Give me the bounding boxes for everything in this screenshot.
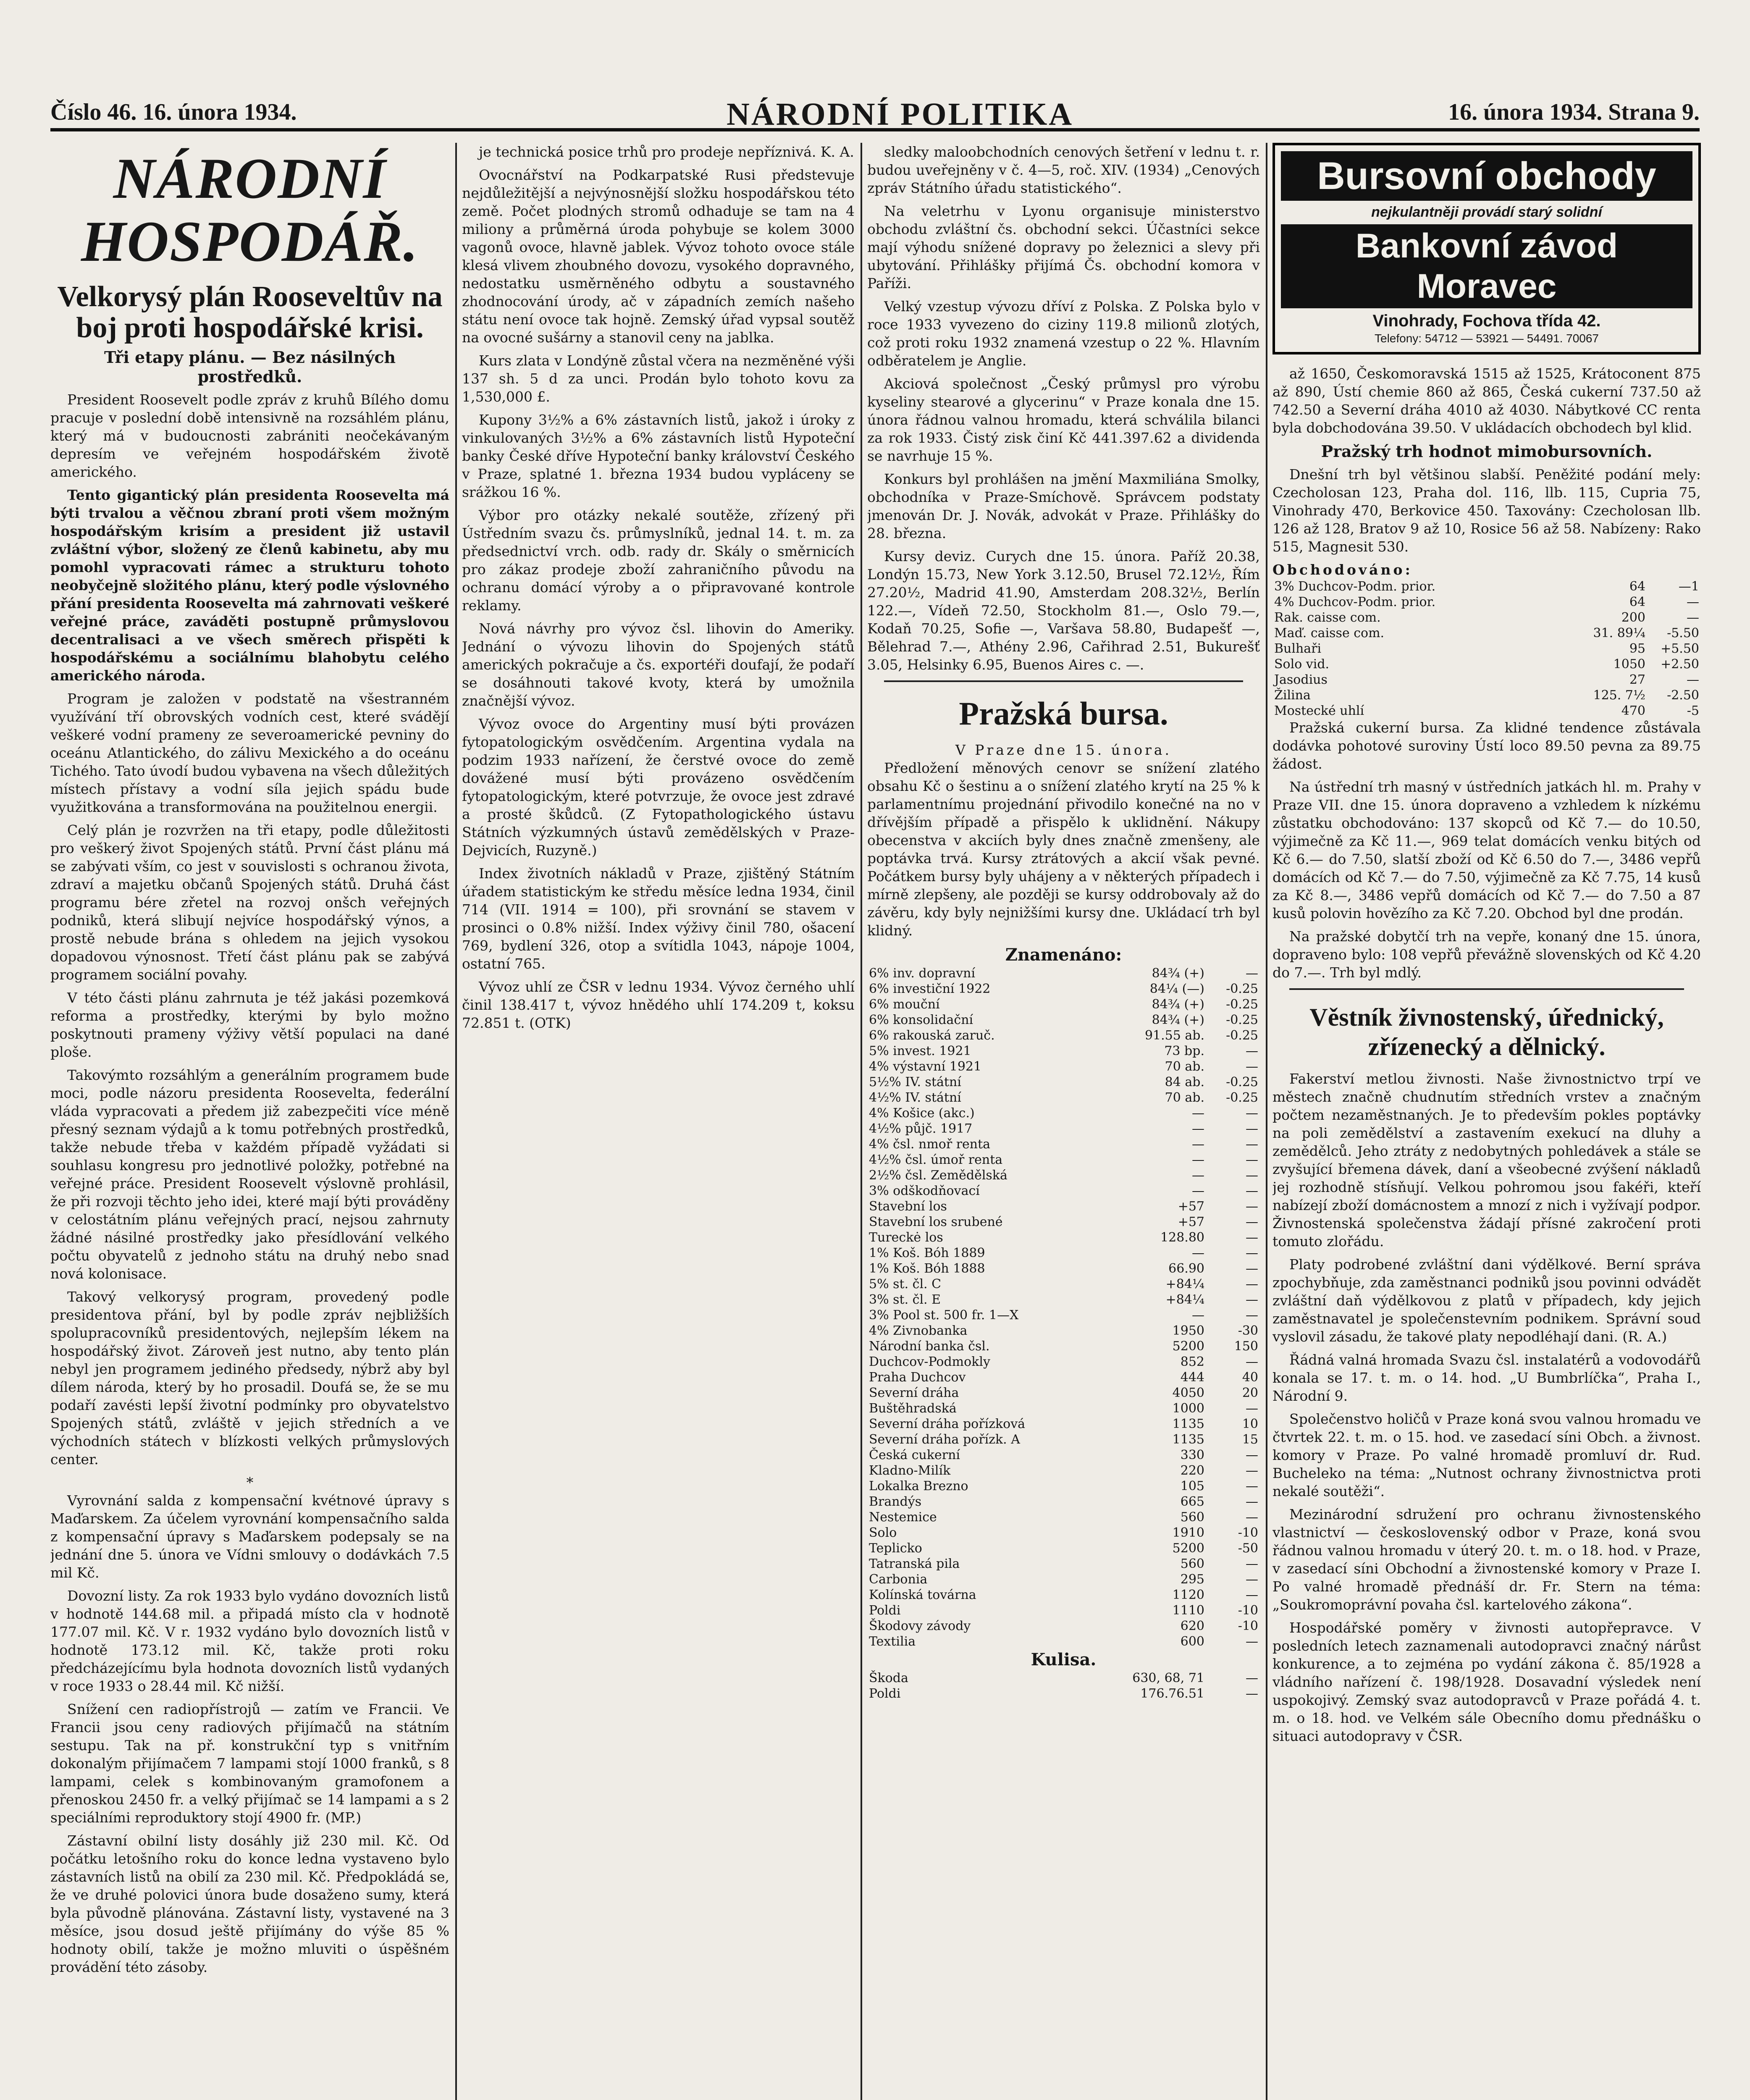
column-rule-3	[1266, 143, 1267, 2100]
news-item: Velký vzestup vývozu dříví z Polska. Z Polska bylo v roce 1933 vyvezeno do ciziny 119.8 milionů zlotých, což proti roku 1932 znamená vzestup o 22 %. Hlavním odběratelem je Anglie.	[867, 298, 1260, 369]
quote-value: 66.90	[1168, 1261, 1204, 1276]
quote-change: -0.25	[1226, 1075, 1258, 1089]
security-name: 2½% čsl. Zemědělská	[869, 1168, 1007, 1183]
quote-value: 200	[1621, 610, 1645, 625]
quote-change: 10	[1242, 1417, 1258, 1431]
quote-value: 84¾ (+)	[1152, 966, 1204, 981]
column-rule-2	[861, 143, 862, 2100]
main-subheadline: Tři etapy plánu. — Bez násilných prostředků.	[104, 348, 396, 386]
column-rule-1	[455, 143, 457, 2100]
security-name: 6% konsolidační	[869, 1013, 973, 1027]
security-name: 3% Duchcov-Podm. prior.	[1274, 579, 1436, 594]
table-row	[867, 1028, 1260, 1043]
quote-value: 95	[1629, 641, 1645, 656]
security-name: Carbonia	[869, 1572, 928, 1587]
table-row	[867, 1541, 1260, 1556]
table-row	[1272, 641, 1701, 656]
quote-change: —	[1246, 1401, 1258, 1416]
security-name: Nestemice	[869, 1510, 937, 1525]
quote-value: 560	[1180, 1557, 1204, 1571]
quote-change: +5.50	[1661, 641, 1699, 656]
news-item: Výbor pro otázky nekalé soutěže, zřízený při Ústředním svazu čs. průmyslníků, jednal 14. t. m. za předsednictví vrch. odb. rady dr. Skály o směrnicích pro zákaz prodeje zboží zahraničního původu na ochranu domácí výroby a o připravované kontrole reklamy.	[462, 507, 855, 614]
security-name: Mostecké uhlí	[1274, 704, 1364, 718]
quote-value: 330	[1180, 1448, 1204, 1462]
quote-value: —	[1192, 1137, 1204, 1152]
ad-tagline: nejkulantněji provádí starý solidní	[1371, 204, 1602, 220]
quote-value: 5200	[1172, 1339, 1204, 1354]
quote-change: -50	[1238, 1541, 1258, 1556]
article-paragraph: President Roosevelt podle zpráv z kruhů Bílého domu pracuje v poslední době intensivně na rozsáhlém plánu, který má v budoucnosti zabrániti neočekávaným depresím ve veřejném hospodářském životě amerického.	[50, 391, 449, 480]
article-paragraph: Celý plán je rozvržen na tři etapy, podle důležitosti pro veškerý život Spojených států. První část plánu má se zabývati vším, co jest v souvislosti s ochranou života, zdraví a majetku občanů Spojených států. Druhá část programu bére zřetel na rozvoj onšch veřejných podniků, která slibují nejvíce hospodářský výnos, a prostě nebude brána s ohledem na jejich vysokou dopadovou výnosnost. Třetí část plánu pak se zabývá programem sociální povahy.	[50, 822, 449, 983]
subsection-heading: Obchodováno:	[1272, 562, 1413, 578]
quote-value: 470	[1621, 704, 1645, 718]
quote-value: +84¼	[1165, 1292, 1204, 1307]
quote-value: 70 ab.	[1165, 1059, 1204, 1074]
kulisa-heading: Kulisa.	[1031, 1650, 1097, 1670]
quote-value: —	[1192, 1121, 1204, 1136]
table-row	[867, 1463, 1260, 1478]
ad-address: Vinohrady, Fochova třída 42.	[1372, 312, 1601, 330]
table-row	[867, 1152, 1260, 1168]
quote-change: —	[1687, 595, 1699, 609]
quote-value: 444	[1180, 1370, 1204, 1385]
column-2	[462, 143, 855, 2100]
table-row	[867, 1432, 1260, 1447]
quote-change: -10	[1238, 1619, 1258, 1633]
quote-change: -5	[1687, 704, 1699, 718]
table-row	[867, 1354, 1260, 1370]
table-row	[867, 1168, 1260, 1183]
table-row	[867, 981, 1260, 997]
security-name: 3% st. čl. E	[869, 1292, 941, 1307]
news-item: Ovocnářství na Podkarpatské Rusi předstevuje nejdůležitější a nejvýnosnější složku hospodářskou této země. Počet plodných stromů odhaduje se tam na 4 miliony a průměrná úroda pohybuje se kolem 3000 vagonů ovoce, hlavně jablek. Vývoz tohoto ovoce stále klesá vlivem zhoubného dovozu, vysokého dopravného, nedostatku usměrněného odbytu a soustavného zhodnocování úrody, ač v západních zemích našeho státu není ovoce tak hojně. Zemský úřad vypsal soutěž na ovocné sušárny a stanovil ceny na jablka.	[462, 167, 855, 346]
news-item: Dnešní trh byl většinou slabší. Peněžité podání mely: Czecholosan 123, Praha dol. 116, llb. 115, Cupria 75, Vinohrady 470, Berkovice 450. Taxovány: Czecholosan llb. 126 až 128, Bratov 9 až 10, Rosice 56 až 58. Nabízeny: Rako 515, Magnesit 530.	[1272, 466, 1701, 555]
article-paragraph: Tento gigantický plán presidenta Roosevelta má býti trvalou a věčnou zbraní proti všem možným hospodářským krisím a president již ustavil zvláštní výbor, složený ze členů kabinetu, aby mu pomohl vypracovati rámec a strukturu tohoto neobyčejně složitého plánu, který podle výslovného přání presidenta Roosevelta má zahrnovati veškeré veřejné práce, zaváděti postupně průmyslovou decentralisaci a ve všech směrech přispěti k hospodářskému a sociálnímu blahobytu celého amerického národa.	[50, 487, 449, 684]
table-row	[867, 997, 1260, 1012]
security-name: Lokalka Brezno	[869, 1479, 968, 1494]
table-row	[867, 1090, 1260, 1105]
quote-change: —	[1246, 1215, 1258, 1229]
table-row	[867, 966, 1260, 981]
quote-value: 64	[1629, 579, 1645, 594]
security-name: 6% inv. dopravní	[869, 966, 976, 981]
table-row	[867, 1556, 1260, 1572]
quote-value: 125. 7½	[1593, 688, 1645, 703]
table-row	[867, 1401, 1260, 1416]
table-row	[867, 1587, 1260, 1603]
quote-change: —	[1246, 966, 1258, 981]
quote-change: —	[1246, 1588, 1258, 1602]
quote-change: —	[1246, 1292, 1258, 1307]
news-item: Nová návrhy pro vývoz čsl. lihovin do Ameriky. Jednání o vývozu lihovin do Spojených států amerických pokračuje a čs. exportéři doufají, že podaří se dosáhnouti takové kvoty, která by umožnila značnější vývoz.	[462, 620, 855, 709]
quote-change: -0.25	[1226, 1028, 1258, 1043]
quote-change: —	[1246, 1152, 1258, 1167]
security-name: Brandýs	[869, 1494, 922, 1509]
security-name: 4% Duchcov-Podm. prior.	[1274, 595, 1436, 609]
news-item: je technická posice trhů pro prodeje nepříznivá. K. A.	[479, 144, 854, 160]
quote-value: 31. 89¼	[1593, 626, 1645, 640]
quote-change: -0.25	[1226, 1013, 1258, 1027]
quote-value: 4050	[1172, 1386, 1204, 1400]
quote-value: —	[1192, 1184, 1204, 1198]
security-name: 5½% IV. státní	[869, 1075, 961, 1089]
news-item: Vývoz uhlí ze ČSR v lednu 1934. Vývoz černého uhlí činil 138.417 t, vývoz hnědého uhlí 174.209 t, koksu 72.851 t. (OTK)	[462, 979, 855, 1031]
quote-value: 84¾ (+)	[1152, 1013, 1204, 1027]
table-row	[867, 1670, 1260, 1686]
bulletin-heading: Věstník živnostenský, úřednický, zřízenecký a dělnický.	[1309, 1003, 1664, 1060]
table-row	[867, 1199, 1260, 1214]
quote-value: 84 ab.	[1165, 1075, 1204, 1089]
bank-advertisement	[1272, 143, 1701, 354]
security-name: 4% výstavní 1921	[869, 1059, 982, 1074]
security-name: 4½% čsl. úmoř renta	[869, 1152, 1003, 1167]
table-row	[867, 1370, 1260, 1385]
table-row	[867, 1385, 1260, 1401]
quote-change: -0.25	[1226, 1090, 1258, 1105]
news-item: Pražská cukerní bursa. Za klidné tendence zůstávala dodávka pohotové suroviny Ústí loco 89.50 pevna za 89.75 žádost.	[1272, 719, 1701, 772]
table-row	[867, 1416, 1260, 1432]
article-paragraph: V této části plánu zahrnuta je též jakási pozemková reforma a prostředky, kterými by bylo možno poskytnouti prameny výživy větší populaci na dané ploše.	[50, 990, 449, 1060]
news-item: Zástavní obilní listy dosáhly již 230 mil. Kč. Od počátku letošního roku do konce ledna vystaveno bylo zástavních listů na obilí za 230 mil. Kč. Předpokládá se, že ve druhé polovici února bude dosaženo sumy, která byla původně plánována. Zástavní listy, vystavené na 3 měsíce, jsou dosud ještě přijímány do výše 85 % hodnoty obilí, takže je možno mluviti o úspěšném provádění této zásoby.	[50, 1832, 449, 1975]
bursa-report: Předložení měnových cenovr se snížení zlatého obsahu Kč o šestinu a o snížení zlatého krytí na 25 % k parlamentnímu projednání přivodilo konečné na no v dřívějším případě a přispělo k uklidnění. Nákupy obecenstva v akciích byly dnes značně zmenšeny, ale poptávka trvá. Kursy ztrátových a akcií však pevné. Počátkem bursy byly uhájeny a v některých případech i mírně zlepšeny, ale později se kursy oddrobovaly až do závěru, kdy byly nejnižšími kursy dne. Ukládací trh byl klidný.	[867, 760, 1260, 939]
quote-change: 15	[1242, 1432, 1258, 1447]
table-row	[867, 1121, 1260, 1137]
table-row	[867, 1230, 1260, 1245]
ad-bank-name: Bankovní závod Moravec	[1281, 224, 1692, 308]
quote-value: 295	[1180, 1572, 1204, 1587]
section-masthead: NÁRODNÍ HOSPODÁŘ.	[81, 146, 419, 273]
table-row	[1272, 656, 1701, 672]
security-name: Poldi	[869, 1686, 901, 1701]
news-item: Vývoz ovoce do Argentiny musí býti provázen fytopatologickým osvědčením. Argentina vydala na podzim 1933 nařízení, že čerstvé ovoce do země dovážené musí býti provázeno osvědčením fytopatologickým, které potvrzuje, že ovoce jest zdravé a prosté škůdců. (Z Fytopathologického ústavu Státních výzkumných ústavů zemědělských v Praze-Dejvicích, Ruzyně.)	[462, 716, 855, 858]
security-name: 5% st. čl. C	[869, 1277, 942, 1292]
quote-value: 620	[1180, 1619, 1204, 1633]
table-row	[867, 1074, 1260, 1090]
column-3	[867, 143, 1260, 2100]
issue-date-left: Číslo 46. 16. února 1934.	[50, 99, 297, 125]
table-row	[867, 1292, 1260, 1307]
table-row	[867, 1634, 1260, 1649]
security-name: 6% investiční 1922	[869, 982, 991, 996]
table-row	[867, 1339, 1260, 1354]
quote-change: —1	[1678, 579, 1699, 594]
kulisa-table	[867, 1670, 1260, 1701]
news-item: Index životních nákladů v Praze, zjištěný Státním úřadem statistickým ke středu měsíce ledna 1934, činil 714 (VII. 1914 = 100), při srovnání se stavem v prosinci o 0.8% nižší. Index výživy činil 780, ošacení 769, bydlení 326, otop a svítidla 1043, nápoje 1004, ostatní 765.	[462, 865, 855, 972]
news-item: Hospodářské poměry v živnosti autopřepravce. V posledních letech zaznamenali autodopravci značný nárůst konkurence, a to zejména po vydání zákona č. 85/1928 a vládního nařízení č. 198/1928. Dosavadní výsledek není uspokojivý. Zemský svaz autodopravců v Praze pořádá 4. t. m. o 18. hod. ve Velkém sále Obecního domu přednášku o situaci autodopravy v ČSR.	[1272, 1620, 1701, 1744]
quote-value: +57	[1178, 1199, 1204, 1214]
quotations-heading: Znamenáno:	[1005, 945, 1122, 965]
quote-value: 105	[1180, 1479, 1204, 1494]
news-item: Na pražské dobytčí trh na vepře, konaný dne 15. února, dopraveno bylo: 108 vepřů převážně slovenských od Kč 4.20 do 7.—. Trh byl mdlý.	[1272, 928, 1701, 981]
traded-table	[1272, 579, 1701, 719]
quote-value: 128.80	[1160, 1230, 1204, 1245]
quote-value: +84¼	[1165, 1277, 1204, 1292]
security-name: Rak. caisse com.	[1274, 610, 1381, 625]
table-row	[867, 1245, 1260, 1261]
news-item: Konkurs byl prohlášen na jmění Maxmiliána Smolky, obchodníka v Praze-Smíchově. Správcem podstaty jmenován Dr. J. Novák, advokát v Praze. Přihlášky do 28. března.	[867, 471, 1260, 541]
security-name: Severní dráha pořízk. A	[869, 1432, 1020, 1447]
quote-change: —	[1687, 610, 1699, 625]
quote-change: —	[1246, 1137, 1258, 1152]
security-name: Národní banka čsl.	[869, 1339, 990, 1354]
quote-value: 84¾ (+)	[1152, 997, 1204, 1012]
security-name: 4½% půjč. 1917	[869, 1121, 973, 1136]
quote-change: —	[1246, 1230, 1258, 1245]
security-name: 4% Košice (akc.)	[869, 1106, 975, 1121]
quote-change: —	[1246, 1184, 1258, 1198]
quote-change: -0.25	[1226, 997, 1258, 1012]
news-item: Vyrovnání salda z kompensační kvétnové úpravy s Maďarskem. Za účelem vyrovnání kompensačního salda z kompensační úpravy s Maďarskem podepsaly se na jednání dne 5. února ve Vídni smlouvy o dodávkách 7.5 mil Kč.	[50, 1492, 449, 1581]
quote-change: —	[1246, 1199, 1258, 1214]
ad-headline: Bursovní obchody	[1281, 151, 1692, 201]
quote-value: 84¼ (—)	[1149, 982, 1204, 996]
security-name: Jasodius	[1274, 672, 1328, 687]
quote-value: 64	[1629, 595, 1645, 609]
table-row	[867, 1572, 1260, 1587]
quote-change: —	[1687, 672, 1699, 687]
news-item: sledky maloobchodních cenových šetření v lednu t. r. budou uveřejněny v č. 4—5, roč. XIV. (1934) „Cenových zpráv Státního úřadu statistického“.	[867, 144, 1260, 196]
security-name: Bulhaři	[1274, 641, 1322, 656]
quote-change: -0.25	[1226, 982, 1258, 996]
security-name: Praha Duchcov	[869, 1370, 966, 1385]
quote-change: —	[1246, 1121, 1258, 1136]
security-name: 4% čsl. nmoř renta	[869, 1137, 991, 1152]
quote-change: —	[1246, 1308, 1258, 1323]
section-divider	[1289, 988, 1684, 990]
table-row	[867, 1603, 1260, 1618]
quote-value: —	[1192, 1308, 1204, 1323]
quote-value: 73 bp.	[1164, 1044, 1204, 1058]
table-row	[1272, 688, 1701, 703]
security-name: 3% odškodňovací	[869, 1184, 980, 1198]
table-row	[867, 1043, 1260, 1059]
quote-change: —	[1246, 1044, 1258, 1058]
quote-change: 20	[1242, 1386, 1258, 1400]
quote-value: 5200	[1172, 1541, 1204, 1556]
security-name: 6% mouční	[869, 997, 940, 1012]
column-4	[1272, 143, 1701, 2100]
news-item: Řádná valná hromada Svazu čsl. instalatérů a vodovodářů konala se 17. t. m. o 14. hod. „U Bumbrlíčka“, Praha I., Národní 9.	[1272, 1352, 1701, 1404]
security-name: 1% Koš. Bóh 1888	[869, 1261, 985, 1276]
quote-change: —	[1246, 1463, 1258, 1478]
quote-change: —	[1246, 1277, 1258, 1292]
table-row	[867, 1261, 1260, 1276]
quote-change: —	[1246, 1634, 1258, 1649]
quote-value: —	[1192, 1106, 1204, 1121]
news-item: až 1650, Českomoravská 1515 až 1525, Krátoconent 875 až 890, Ústí chemie 860 až 865, Česká cukerní 737.50 až 742.50 a Severní dráha 4010 až 4030. Nábytkové CC renta byla dobchodována 39.50. V ukládacích obchodech byl klid.	[1272, 365, 1701, 436]
security-name: Kolínská továrna	[869, 1588, 976, 1602]
quote-change: —	[1246, 1354, 1258, 1369]
article-paragraph: Program je založen v podstatě na všestranném využívání tří obrovských vodních cest, které svádějí veškeré vodní prameny ze severoamerické pevniny do oceánu Atlantického, do zálivu Mexického a do oceánu Tichého. Tato úvodí budou vybavena na všech důležitých místech přístavy a vodní síla jejich spádu bude využitkována a transformována na použitelnou energii.	[50, 690, 449, 815]
table-row	[867, 1214, 1260, 1230]
table-row	[1272, 579, 1701, 594]
quote-change: —	[1246, 1479, 1258, 1494]
bursa-date: V Praze dne 15. února.	[955, 742, 1172, 758]
security-name: Stavební los srubené	[869, 1215, 1003, 1229]
table-row	[867, 1059, 1260, 1074]
quote-change: -5.50	[1667, 626, 1699, 640]
news-item: Společenstvo holičů v Praze koná svou valnou hromadu ve čtvrtek 22. t. m. o 15. hod. ve zasedací síni Obch. a živnost. komory v Praze. Po valné hromadě promluví dr. Rud. Bucheleko na téma: „Nutnost ochrany živnostnictva proti nekalé soutěži“.	[1272, 1411, 1701, 1499]
table-row	[867, 1012, 1260, 1028]
security-name: 4½% IV. státní	[869, 1090, 961, 1105]
quote-value: 852	[1180, 1354, 1204, 1369]
security-name: 5% invest. 1921	[869, 1044, 971, 1058]
table-row	[867, 1183, 1260, 1199]
quote-change: 40	[1242, 1370, 1258, 1385]
quote-change: —	[1246, 1671, 1258, 1685]
quote-change: —	[1246, 1261, 1258, 1276]
table-row	[867, 1276, 1260, 1292]
quote-change: —	[1246, 1246, 1258, 1260]
table-row	[867, 1686, 1260, 1701]
table-row	[1272, 594, 1701, 610]
security-name: 1% Koš. Bóh 1889	[869, 1246, 985, 1260]
table-row	[1272, 703, 1701, 719]
news-item: Fakerství metlou živnosti. Naše živnostnictvo trpí ve městech značně chudnutím středních vrstev a značným počtem nezaměstnaných. Je to především pokles poptávky na poli zemědělství a zastavením exekucí na dluhy a zemědělců. Jeho ztráty z nedobytných pohledávek a stále se zvyšující břemena dávek, daní a všeobecné zvýšení nákladů jej rozhodně stísňují. Velkou pohromou jsou fakéři, kteří nabízejí zboží domácnostem a mnozí z nich i vyžívají podpor. Živnostenská společenstva žádají přísné zakročení proti tomuto zlořádu.	[1272, 1071, 1701, 1250]
quote-change: —	[1246, 1106, 1258, 1121]
security-name: Česká cukerní	[869, 1448, 960, 1462]
quote-value: 630, 68, 71	[1132, 1671, 1204, 1685]
security-name: Textilia	[869, 1634, 916, 1649]
news-item: Dovozní listy. Za rok 1933 bylo vydáno dovozních listů v hodnotě 144.68 mil. a připadá místo cla v hodnotě 177.07 mil. Kč. V r. 1932 vydáno bylo dovozních listů v hodnotě 173.12 mil. Kč, takže proti roku předcházejícímu byla hodnota dovozních listů vydaných v roce 1933 o 28.44 mil. Kč nižší.	[50, 1588, 449, 1694]
quote-value: 91.55 ab.	[1144, 1028, 1204, 1043]
table-row	[1272, 610, 1701, 625]
quote-value: 1050	[1613, 657, 1645, 672]
quote-value: 176.76.51	[1140, 1686, 1204, 1701]
column-1	[50, 143, 449, 2100]
security-name: Tureckė los	[869, 1230, 943, 1245]
quote-value: 70 ab.	[1165, 1090, 1204, 1105]
security-name: 6% rakouská zaruč.	[869, 1028, 995, 1043]
quote-change: —	[1246, 1557, 1258, 1571]
table-row	[867, 1509, 1260, 1525]
security-name: Kladno-Milík	[869, 1463, 951, 1478]
table-row	[867, 1137, 1260, 1152]
security-name: Maď. caisse com.	[1274, 626, 1385, 640]
quote-change: —	[1246, 1572, 1258, 1587]
security-name: Solo vid.	[1274, 657, 1330, 672]
quote-change: -30	[1238, 1323, 1258, 1338]
page-header	[50, 99, 1700, 131]
quote-value: —	[1192, 1168, 1204, 1183]
table-row	[867, 1447, 1260, 1463]
quote-value: 1110	[1172, 1603, 1204, 1618]
quote-change: -10	[1238, 1525, 1258, 1540]
news-item: Akciová společnost „Český průmysl pro výrobu kyseliny stearové a glycerinu“ v Praze konala dne 15. února řádnou valnou hromadu, která schválila bilanci za rok 1933. Čistý zisk činí Kč 441.397.62 a dividenda se navrhuje 15 %.	[867, 375, 1260, 464]
quote-value: 27	[1629, 672, 1645, 687]
quote-value: —	[1192, 1246, 1204, 1260]
security-name: Žilina	[1274, 688, 1311, 703]
quote-value: 1135	[1172, 1417, 1204, 1431]
table-row	[867, 1525, 1260, 1541]
quote-value: 600	[1180, 1634, 1204, 1649]
table-row	[867, 1478, 1260, 1494]
security-name: Severní dráha pořízková	[869, 1417, 1026, 1431]
news-item: Kurs zlata v Londýně zůstal včera na nezměněné výši 137 sh. 5 d za unci. Prodán bylo tohoto kovu za 1,530,000 £.	[462, 352, 855, 405]
security-name: Škodovy závody	[869, 1619, 971, 1633]
security-name: Teplicko	[869, 1541, 922, 1556]
article-paragraph: Takovýmto rozsáhlým a generálním programem bude moci, podle názoru presidenta Roosevelta, federální vláda vypracovati a předem již zabezpečiti více méně přesný seznam výdajů a k tomu potřebných prostředků, takže nebude třeba v každém případě vyžádati si souhlasu kongresu pro jednotlivé položky, potřebné na veřejné práce. President Roosevelt výslovně prohlásil, že při rozvoji těchto jeho idei, které mají býti prováděny v celostátním plánu veřejných prací, nejsou zahrnuty žádné násilné prostředky jako přesídlování velkého počtu obyvatelů z jednoho státu na druhý nebo snad nová kolonisace.	[50, 1067, 449, 1282]
security-name: Škoda	[869, 1671, 908, 1685]
article-paragraph: Takový velkorysý program, provedený podle presidentova přání, byl by podle zpráv nejbližších spolupracovníků presidentových, nejlepším lékem na hospodářský život. Zároveň jest nutno, aby tento plán nebyl jen programem jediného předsedy, nýbrž aby byl dílem národa, který by ho prosadil. Doufá se, že se mu podaří zavésti lepší životní podmínky pro obyvatelstvo Spojených států, zvláště v jejich středních a ve východních státech v blízkosti velkých průmyslových center.	[50, 1289, 449, 1467]
security-name: Poldi	[869, 1603, 901, 1618]
security-name: 3% Pool st. 500 fr. 1—X	[869, 1308, 1019, 1323]
security-name: 4% Zivnobanka	[869, 1323, 968, 1338]
security-name: Duchcov-Podmokly	[869, 1354, 990, 1369]
quote-change: 150	[1234, 1339, 1258, 1354]
page-number-right: 16. února 1934. Strana 9.	[1448, 99, 1700, 125]
table-row	[1272, 625, 1701, 641]
table-row	[867, 1307, 1260, 1323]
table-row	[867, 1323, 1260, 1339]
quote-value: 1000	[1172, 1401, 1204, 1416]
quote-change: —	[1246, 1448, 1258, 1462]
main-headline: Velkorysý plán Rooseveltův na boj proti hospodářské krisi.	[57, 281, 443, 344]
quote-change: —	[1246, 1494, 1258, 1509]
security-name: Solo	[869, 1525, 897, 1540]
quote-value: 1135	[1172, 1432, 1204, 1447]
news-item: Na veletrhu v Lyonu organisuje ministerstvo obchodu zvláštní čs. obchodní sekci. Účastníci sekce mají výhodu snížené dopravy po železnici a slevy při ubytování. Přihlášky přijímá Čs. obchodní komora v Paříži.	[867, 203, 1260, 291]
quote-change: —	[1246, 1168, 1258, 1183]
quote-change: —	[1246, 1510, 1258, 1525]
quote-value: —	[1192, 1152, 1204, 1167]
quote-value: 1120	[1172, 1588, 1204, 1602]
security-name: Stavební los	[869, 1199, 947, 1214]
quote-value: 665	[1180, 1494, 1204, 1509]
news-item: Kursy deviz. Curych dne 15. února. Paříž 20.38, Londýn 15.73, New York 3.12.50, Brusel 72.12½, Řím 27.20½, Madrid 41.90, Amsterdam 208.32½, Berlín 122.—, Vídeň 72.50, Stockholm 81.—, Oslo 79.—, Kodaň 70.25, Sofie —, Varšava 58.80, Budapešť —, Bělehrad 7.—, Athény 2.96, Cařihrad 2.51, Bukurešť 3.05, Helsinky 6.95, Buenos Aires c. —.	[867, 548, 1260, 673]
quote-change: —	[1246, 1059, 1258, 1074]
quote-value: +57	[1178, 1215, 1204, 1229]
quote-value: 560	[1180, 1510, 1204, 1525]
bursa-heading: Pražská bursa.	[959, 695, 1168, 732]
quote-value: 1950	[1172, 1323, 1204, 1338]
table-row	[1272, 672, 1701, 688]
news-item: Snížení cen radiopřístrojů — zatím ve Francii. Ve Francii jsou ceny radiových přijímačů na státním sestupu. Tak na př. konstrukční typ s vnitřním dokonalým přijímačem 7 lampami stojí 1000 franků, s 8 lampami, celek s kombinovaným gramofonem a přenoskou 2450 fr. a velký přijímač se 14 lampami a s 2 speciálními reproduktory stojí 4900 fr. (MP.)	[50, 1701, 449, 1826]
ad-phones: Telefony: 54712 — 53921 — 54491. 70067	[1375, 332, 1599, 345]
table-row	[867, 1618, 1260, 1634]
quote-change: +2.50	[1661, 657, 1699, 672]
table-row	[867, 1105, 1260, 1121]
quote-change: -10	[1238, 1603, 1258, 1618]
separator-star: *	[246, 1474, 254, 1491]
news-item: Kupony 3½% a 6% zástavních listů, jakož i úroky z vinkulovaných 3½% a 6% zástavních listů Hypoteční banky České dříve Hypoteční banky království Českého v Praze, splatné 1. března 1934 budou vypláceny se srážkou 16 %.	[462, 412, 855, 500]
news-item: Mezinárodní sdružení pro ochranu živnostenského vlastnictví — československý odbor v Praze, koná svou řádnou valnou hromadu v úterý 20. t. m. o 18. hod. v Praze, v zasedací síni Obchodní a živnostenské komory v Praze I. Po valné hromadě přednáší dr. Fr. Stern na téma: „Soukromoprávní povaha čsl. kartelového zákona“.	[1272, 1506, 1701, 1613]
quote-change: —	[1246, 1686, 1258, 1701]
news-item: Platy podrobené zvláštní dani výdělkové. Berní správa zpochybňuje, zda zaměstnanci podniků jsou povinni odvádět zvláštní daň výdělkovou z platů v případech, kdy jejich zaměstnavatel je společenstevním podnikem. Správní soud vyslovil zásadu, že takové platy nepodléhají dani. (R. A.)	[1272, 1256, 1701, 1345]
subsection-heading: Pražský trh hodnot mimobursovních.	[1321, 442, 1653, 461]
share-quotations-table	[867, 1323, 1260, 1649]
table-row	[867, 1494, 1260, 1509]
section-divider	[884, 680, 1243, 682]
security-name: Severní dráha	[869, 1386, 959, 1400]
security-name: Tatranská pila	[869, 1557, 960, 1571]
bond-quotations-table	[867, 966, 1260, 1323]
security-name: Buštěhradská	[869, 1401, 957, 1416]
news-item: Na ústřední trh masný v ústředních jatkách hl. m. Prahy v Praze VII. dne 15. února dopraveno a vzhledem k nízkému zůstatku obchodováno: 137 skopců od Kč 7.— do 10.50, výjimečně za Kč 11.—, 969 telat domácích venku bitých od Kč 6.— do 7.50, slatší zboží od Kč 6.50 do 7.—, 3486 vepřů domácích od Kč 7.— do 7.50, výjimečně za Kč 7.75, 14 kusů za Kč 8.—, 3486 vepřů domácích od Kč 7.— do 7.50 a 87 kusů polovin hovězího za Kč 7.20. Obchod byl dne prodán.	[1272, 779, 1701, 921]
newspaper-title: NÁRODNÍ POLITIKA	[727, 97, 1074, 132]
quote-value: 220	[1180, 1463, 1204, 1478]
quote-change: -2.50	[1667, 688, 1699, 703]
quote-value: 1910	[1172, 1525, 1204, 1540]
